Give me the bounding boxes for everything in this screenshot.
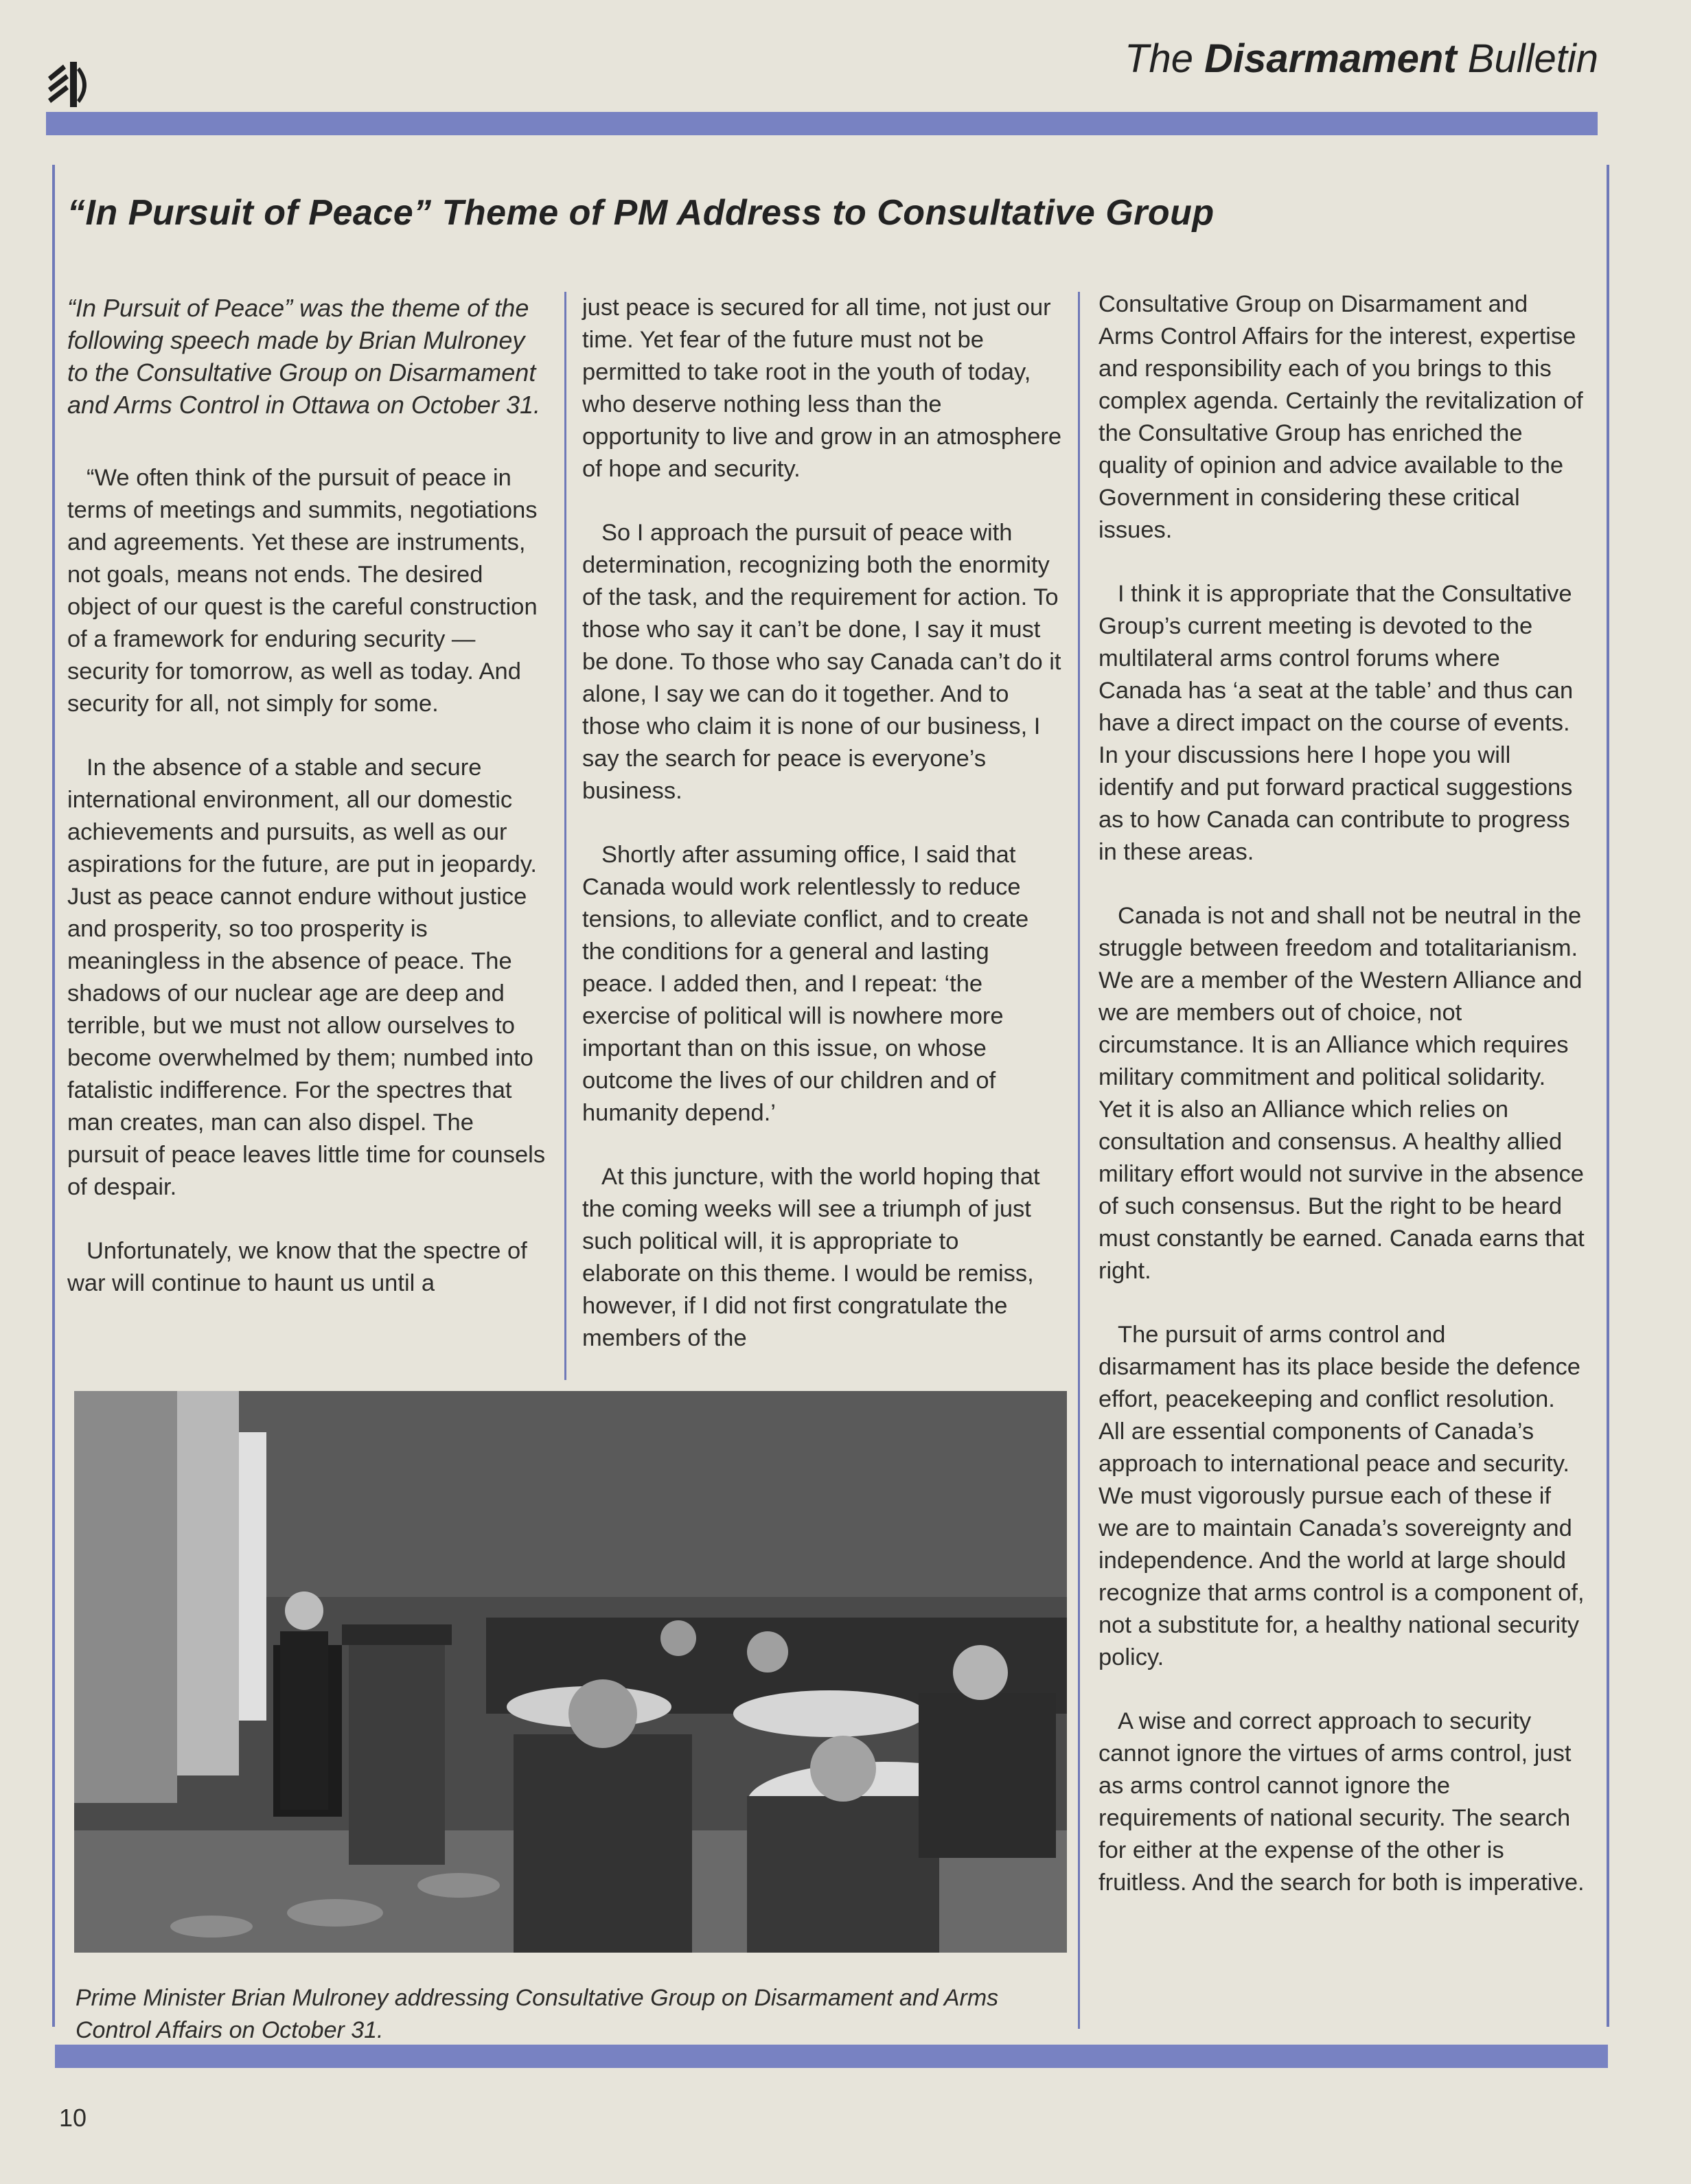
paragraph: Shortly after assuming office, I said that Canada would work relentlessly to reduce tensions, to alleviate conflict, and to create the conditions for a general and lasting peace. I added then, and I repeat: ‘the exercise of political will is nowhere more important than on this issue, on whose outcome the lives of our children and of humanity depend.’ xyxy=(582,842,1029,1126)
bulletin-logo-icon xyxy=(45,58,95,113)
paragraph: In the absence of a stable and secure international environment, all our domestic achievements and pursuits, as well as our aspirations for the future, are put in jeopardy. Just as peace cannot endure without justice and prosperity, so too prosperity is meaningless in the absence of peace. The shadows of our nuclear age are deep and terrible, but we must not allow ourselves to become overwhelmed by them; numbed into fatalistic indifference. For the spectres that man creates, man can also dispel. The pursuit of peace leaves little time for counsels of despair. xyxy=(67,755,546,1200)
paragraph: Canada is not and shall not be neutral in the struggle between freedom and totalitarianism. We are a member of the Western Alliance and we are members out of choice, not circumstance. It is an Alliance which requires military commitment and political solidarity. Yet it is also an Alliance which relies on consultation and consensus. A healthy allied military effort would not survive in the absence of such consensus. But the right to be heard must constantly be earned. Canada earns that right. xyxy=(1098,903,1585,1284)
top-rule xyxy=(46,112,1598,135)
page-number: 10 xyxy=(59,2104,87,2132)
speech-photo xyxy=(74,1391,1067,1953)
paragraph: So I approach the pursuit of peace with determination, recognizing both the enormity of the task, and the requirement for action. To those who say it can’t be done, I say it must be done. To those who say Canada can’t do it alone, I say we can do it together. And to those who claim it is none of our business, I say the search for peace is everyone’s business. xyxy=(582,520,1061,804)
article-intro: “In Pursuit of Peace” was the theme of the following speech made by Brian Mulroney to the Consultative Group on Disarmament and Arms Control in Ottawa on October 31. xyxy=(67,294,540,419)
paragraph: A wise and correct approach to security cannot ignore the virtues of arms control, just as arms control cannot ignore the requirements of national security. The search for either at the expense of the other is fruitless. And the search for both is imperative. xyxy=(1098,1708,1585,1896)
column-divider xyxy=(1078,292,1080,2029)
photo-caption: Prime Minister Brian Mulroney addressing Consultative Group on Disarmament and Arms Control Affairs on October 31. xyxy=(76,1985,999,2043)
paragraph: The pursuit of arms control and disarmament has its place beside the defence effort, peacekeeping and conflict resolution. All are essential components of Canada’s approach to international peace and security. We must vigorously pursue each of these if we are to maintain Canada’s sovereignty and independence. And the world at large should recognize that arms control is a component of, not a substitute for, a healthy national security policy. xyxy=(1098,1322,1585,1670)
article-column-3 xyxy=(1098,288,1585,1931)
paragraph: “We often think of the pursuit of peace in terms of meetings and summits, negotiations and agreements. Yet these are instruments, not goals, means not ends. The desired object of our quest is the careful construction of a framework for enduring security — security for tomorrow, as well as today. And security for all, not simply for some. xyxy=(67,465,538,717)
bottom-rule xyxy=(55,2045,1608,2068)
frame-left-border xyxy=(52,165,55,2027)
masthead: The Disarmament Bulletin xyxy=(1125,36,1598,81)
paragraph: just peace is secured for all time, not just our time. Yet fear of the future must not be permitted to take root in the youth of today, who deserve nothing less than the opportunity to live and grow in an atmosphere of hope and security. xyxy=(582,295,1062,482)
article-headline: “In Pursuit of Peace” Theme of PM Address to Consultative Group xyxy=(67,192,1215,233)
frame-right-border xyxy=(1607,165,1609,2027)
paragraph: Consultative Group on Disarmament and Arms Control Affairs for the interest, expertise and responsibility each of you brings to this complex agenda. Certainly the revitalization of the Consultative Group has enriched the quality of opinion and advice available to the Government in considering these critical issues. xyxy=(1098,291,1583,543)
paragraph: I think it is appropriate that the Consultative Group’s current meeting is devoted to the multilateral arms control forums where Canada has ‘a seat at the table’ and thus can have a direct impact on the course of events. In your discussions here I hope you will identify and put forward practical suggestions as to how Canada can contribute to progress in these areas. xyxy=(1098,581,1574,865)
paragraph: At this juncture, with the world hoping that the coming weeks will see a triumph of just such political will, it is appropriate to elaborate on this theme. I would be remiss, however, if I did not first congratulate the members of the xyxy=(582,1164,1040,1351)
paragraph: Unfortunately, we know that the spectre of war will continue to haunt us until a xyxy=(67,1238,527,1296)
column-divider xyxy=(564,292,566,1380)
article-column-2 xyxy=(582,292,1063,1386)
article-column-1 xyxy=(67,292,548,1331)
